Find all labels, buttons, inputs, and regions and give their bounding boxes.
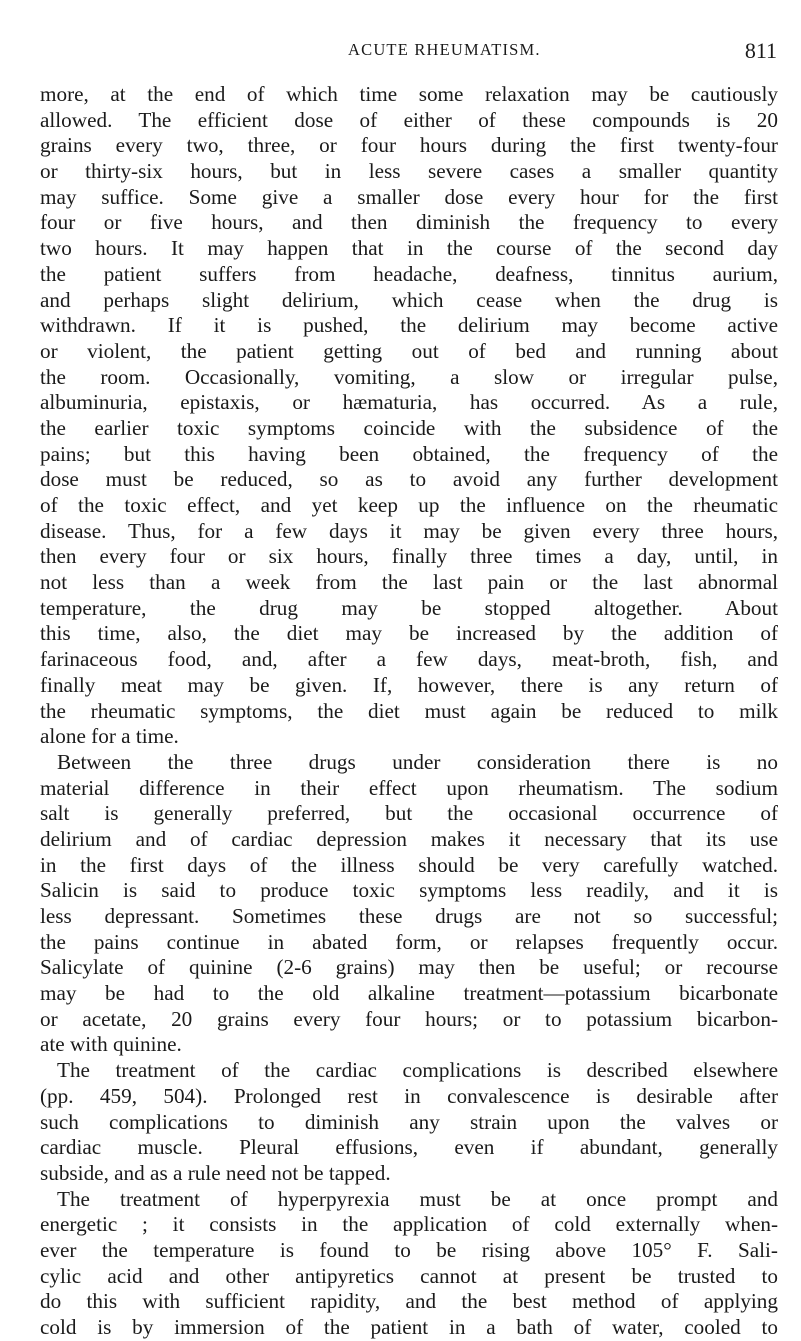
text-line: subside, and as a rule need not be tapped. [40, 1160, 391, 1185]
text-line: albuminuria, epistaxis, or hæmaturia, has occurred. As a rule, [40, 390, 778, 415]
text-line: such complications to diminish any strain upon the valves or [40, 1109, 778, 1134]
text-line: of the toxic effect, and yet keep up the influence on the rheumatic [40, 493, 778, 517]
text-line: two hours. It may happen that in the course of the second day [40, 236, 778, 261]
text-line: allowed. The efficient dose of either of these compounds is 20 [40, 107, 778, 132]
text-line: less depressant. Sometimes these drugs are not so successful; [40, 904, 778, 928]
text-line: four or five hours, and then diminish the frequency to every [40, 210, 778, 235]
text-line: in the first days of the illness should be very carefully watched. [40, 852, 778, 877]
text-line: salt is generally preferred, but the occasional occurrence of [40, 801, 778, 826]
text-line: material difference in their effect upon rheumatism. The sodium [40, 775, 778, 800]
text-line: the patient suffers from headache, deafness, tinnitus aurium, [40, 261, 778, 286]
text-line: may be had to the old alkaline treatment—potassium bicarbonate [40, 981, 778, 1006]
text-line: ate with quinine. [40, 1032, 182, 1057]
text-line: not less than a week from the last pain or the last abnormal [40, 570, 778, 595]
text-line: finally meat may be given. If, however, there is any return of [40, 672, 778, 697]
text-line: ever the temperature is found to be rising above 105° F. Sali- [40, 1237, 778, 1262]
text-line: or thirty-six hours, but in less severe cases a smaller quantity [40, 159, 778, 184]
text-line: pains; but this having been obtained, the frequency of the [40, 441, 778, 466]
text-line: may suffice. Some give a smaller dose every hour for the first [40, 184, 778, 209]
text-line: or acetate, 20 grains every four hours; or to potassium bicarbon- [40, 1006, 778, 1031]
body-text [40, 82, 778, 1341]
text-line: temperature, the drug may be stopped altogether. About [40, 595, 778, 620]
paragraph-start-line: Between the three drugs under consideration there is no [57, 749, 778, 774]
paragraph-start-line: The treatment of the cardiac complications is described elsewhere [57, 1058, 778, 1083]
text-line: the pains continue in abated form, or relapses frequently occur. [40, 929, 778, 954]
text-line: farinaceous food, and, after a few days, meat-broth, fish, and [40, 647, 778, 672]
text-line: cold is by immersion of the patient in a bath of water, cooled to [40, 1315, 778, 1339]
text-line: grains every two, three, or four hours during the first twenty-four [40, 133, 778, 158]
text-line: energetic ; it consists in the application of cold externally when- [40, 1212, 778, 1237]
text-line: more, at the end of which time some relaxation may be cautiously [40, 82, 778, 106]
text-line: disease. Thus, for a few days it may be given every three hours, [40, 518, 778, 543]
text-line: then every four or six hours, finally three times a day, until, in [40, 544, 778, 569]
text-line: cardiac muscle. Pleural effusions, even if abundant, generally [40, 1135, 778, 1160]
text-line: dose must be reduced, so as to avoid any further development [40, 467, 778, 492]
text-line: delirium and of cardiac depression makes it necessary that its use [40, 826, 778, 851]
running-title: ACUTE RHEUMATISM. [348, 40, 541, 59]
text-line: withdrawn. If it is pushed, the delirium may become active [40, 313, 778, 338]
paragraph-start-line: The treatment of hyperpyrexia must be at once prompt and [57, 1186, 778, 1211]
text-line: do this with sufficient rapidity, and the best method of applying [40, 1289, 778, 1314]
text-line: cylic acid and other antipyretics cannot at present be trusted to [40, 1263, 778, 1288]
page-number: 811 [744, 38, 777, 63]
text-line: this time, also, the diet may be increased by the addition of [40, 621, 778, 646]
text-line: Salicin is said to produce toxic symptoms less readily, and it is [40, 878, 778, 903]
text-line: and perhaps slight delirium, which cease when the drug is [40, 287, 778, 312]
text-line: Salicylate of quinine (2-6 grains) may then be useful; or recourse [40, 955, 778, 980]
text-line: or violent, the patient getting out of bed and running about [40, 338, 778, 363]
text-line: (pp. 459, 504). Prolonged rest in convalescence is desirable after [40, 1083, 778, 1108]
text-line: the rheumatic symptoms, the diet must again be reduced to milk [40, 698, 778, 723]
text-line: alone for a time. [40, 724, 179, 749]
page-header [0, 40, 801, 70]
text-line: the room. Occasionally, vomiting, a slow or irregular pulse, [40, 364, 778, 389]
text-line: the earlier toxic symptoms coincide with the subsidence of the [40, 415, 778, 440]
